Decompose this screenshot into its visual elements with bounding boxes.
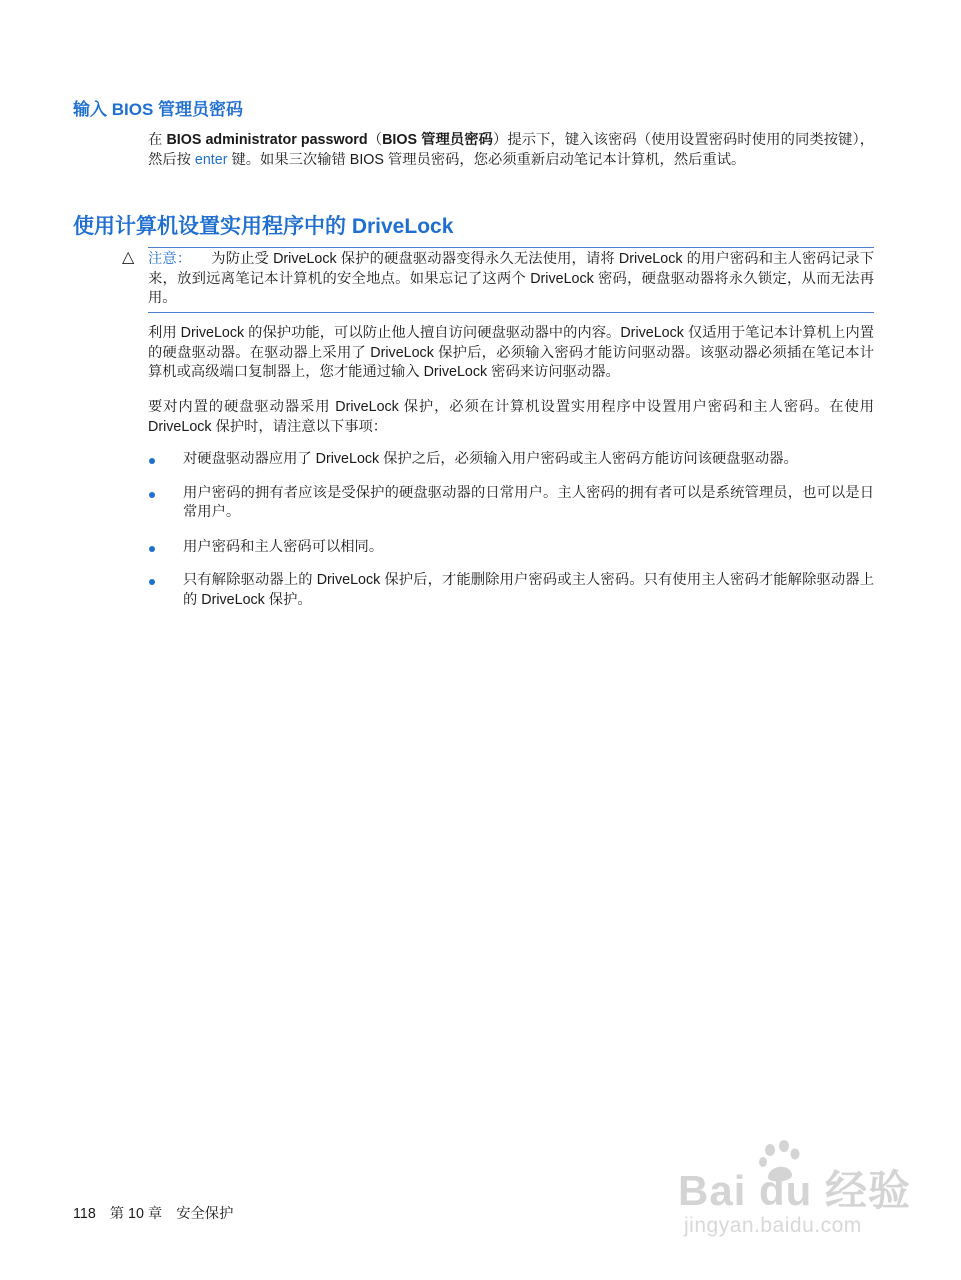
list-item <box>148 571 874 610</box>
list-item-text: 对硬盘驱动器应用了 DriveLock 保护之后，必须输入用户密码或主人密码方能访问该硬盘驱动器。 <box>183 451 798 467</box>
baidu-watermark <box>678 1140 918 1250</box>
enter-key-label: enter <box>194 151 228 168</box>
list-item-text: 只有解除驱动器上的 DriveLock 保护后，才能删除用户密码或主人密码。只有使用主人密码才能解除驱动器上的 DriveLock 保护。 <box>183 572 874 608</box>
text-run: 在 <box>148 132 167 148</box>
text-run: （ <box>367 132 383 148</box>
chapter-title: 安全保护 <box>176 1206 234 1222</box>
watermark-url: jingyan.baidu.com <box>684 1214 862 1237</box>
bullet-icon <box>149 458 155 464</box>
drivelock-notes-list <box>148 450 874 610</box>
page-footer <box>73 1203 243 1223</box>
caution-triangle-icon: △ <box>122 249 135 266</box>
watermark-brand: Bai du 经验 <box>678 1167 912 1214</box>
text-run: 键。如果三次输错 BIOS 管理员密码，您必须重新启动笔记本计算机，然后重试。 <box>227 151 746 168</box>
drivelock-setup-paragraph: 要对内置的硬盘驱动器采用 DriveLock 保护，必须在计算机设置实用程序中设置用户密码和主人密码。在使用 DriveLock 保护时，请注意以下事项： <box>148 399 874 435</box>
drivelock-intro-paragraph: 利用 DriveLock 的保护功能，可以防止他人擅自访问硬盘驱动器中的内容。DriveLock 仅适用于笔记本计算机上内置的硬盘驱动器。在驱动器上采用了 DriveLock 保护后，必须输入密码才能访问驱动器。该驱动器必须插在笔记本计算机或高级端口复制器上，您才能通过输入 DriveLock 密码来访问驱动器。 <box>148 325 874 380</box>
list-item <box>148 538 874 558</box>
list-item <box>148 450 874 470</box>
chapter-number: 第 10 章 <box>109 1206 163 1222</box>
bold-prompt-zh: BIOS 管理员密码 <box>382 132 493 148</box>
caution-text: 为防止受 DriveLock 保护的硬盘驱动器变得永久无法使用，请将 DriveLock 的用户密码和主人密码记录下来，放到远离笔记本计算机的安全地点。如果忘记了这两个 DriveLock 密码，硬盘驱动器将永久锁定，从而无法再用。 <box>148 251 874 306</box>
list-item-text: 用户密码和主人密码可以相同。 <box>183 538 384 555</box>
bullet-icon <box>149 492 155 498</box>
page-number: 118 <box>73 1206 96 1222</box>
section-heading-drivelock: 使用计算机设置实用程序中的 DriveLock <box>73 215 454 238</box>
caution-label: 注意： <box>148 251 192 267</box>
bios-password-paragraph <box>148 131 874 170</box>
bullet-icon <box>149 546 155 552</box>
list-item <box>148 484 874 523</box>
bold-prompt-en: BIOS administrator password <box>166 132 368 148</box>
text-run: ）提示下，键入该密码（使用设置密码时使用的同类按键），然后按 <box>148 132 874 168</box>
caution-note-box <box>148 247 874 313</box>
list-item-text: 用户密码的拥有者应该是受保护的硬盘驱动器的日常用户。主人密码的拥有者可以是系统管理员，也可以是日常用户。 <box>183 484 874 520</box>
section-heading-bios-password: 输入 BIOS 管理员密码 <box>73 100 244 119</box>
bullet-icon <box>149 579 155 585</box>
